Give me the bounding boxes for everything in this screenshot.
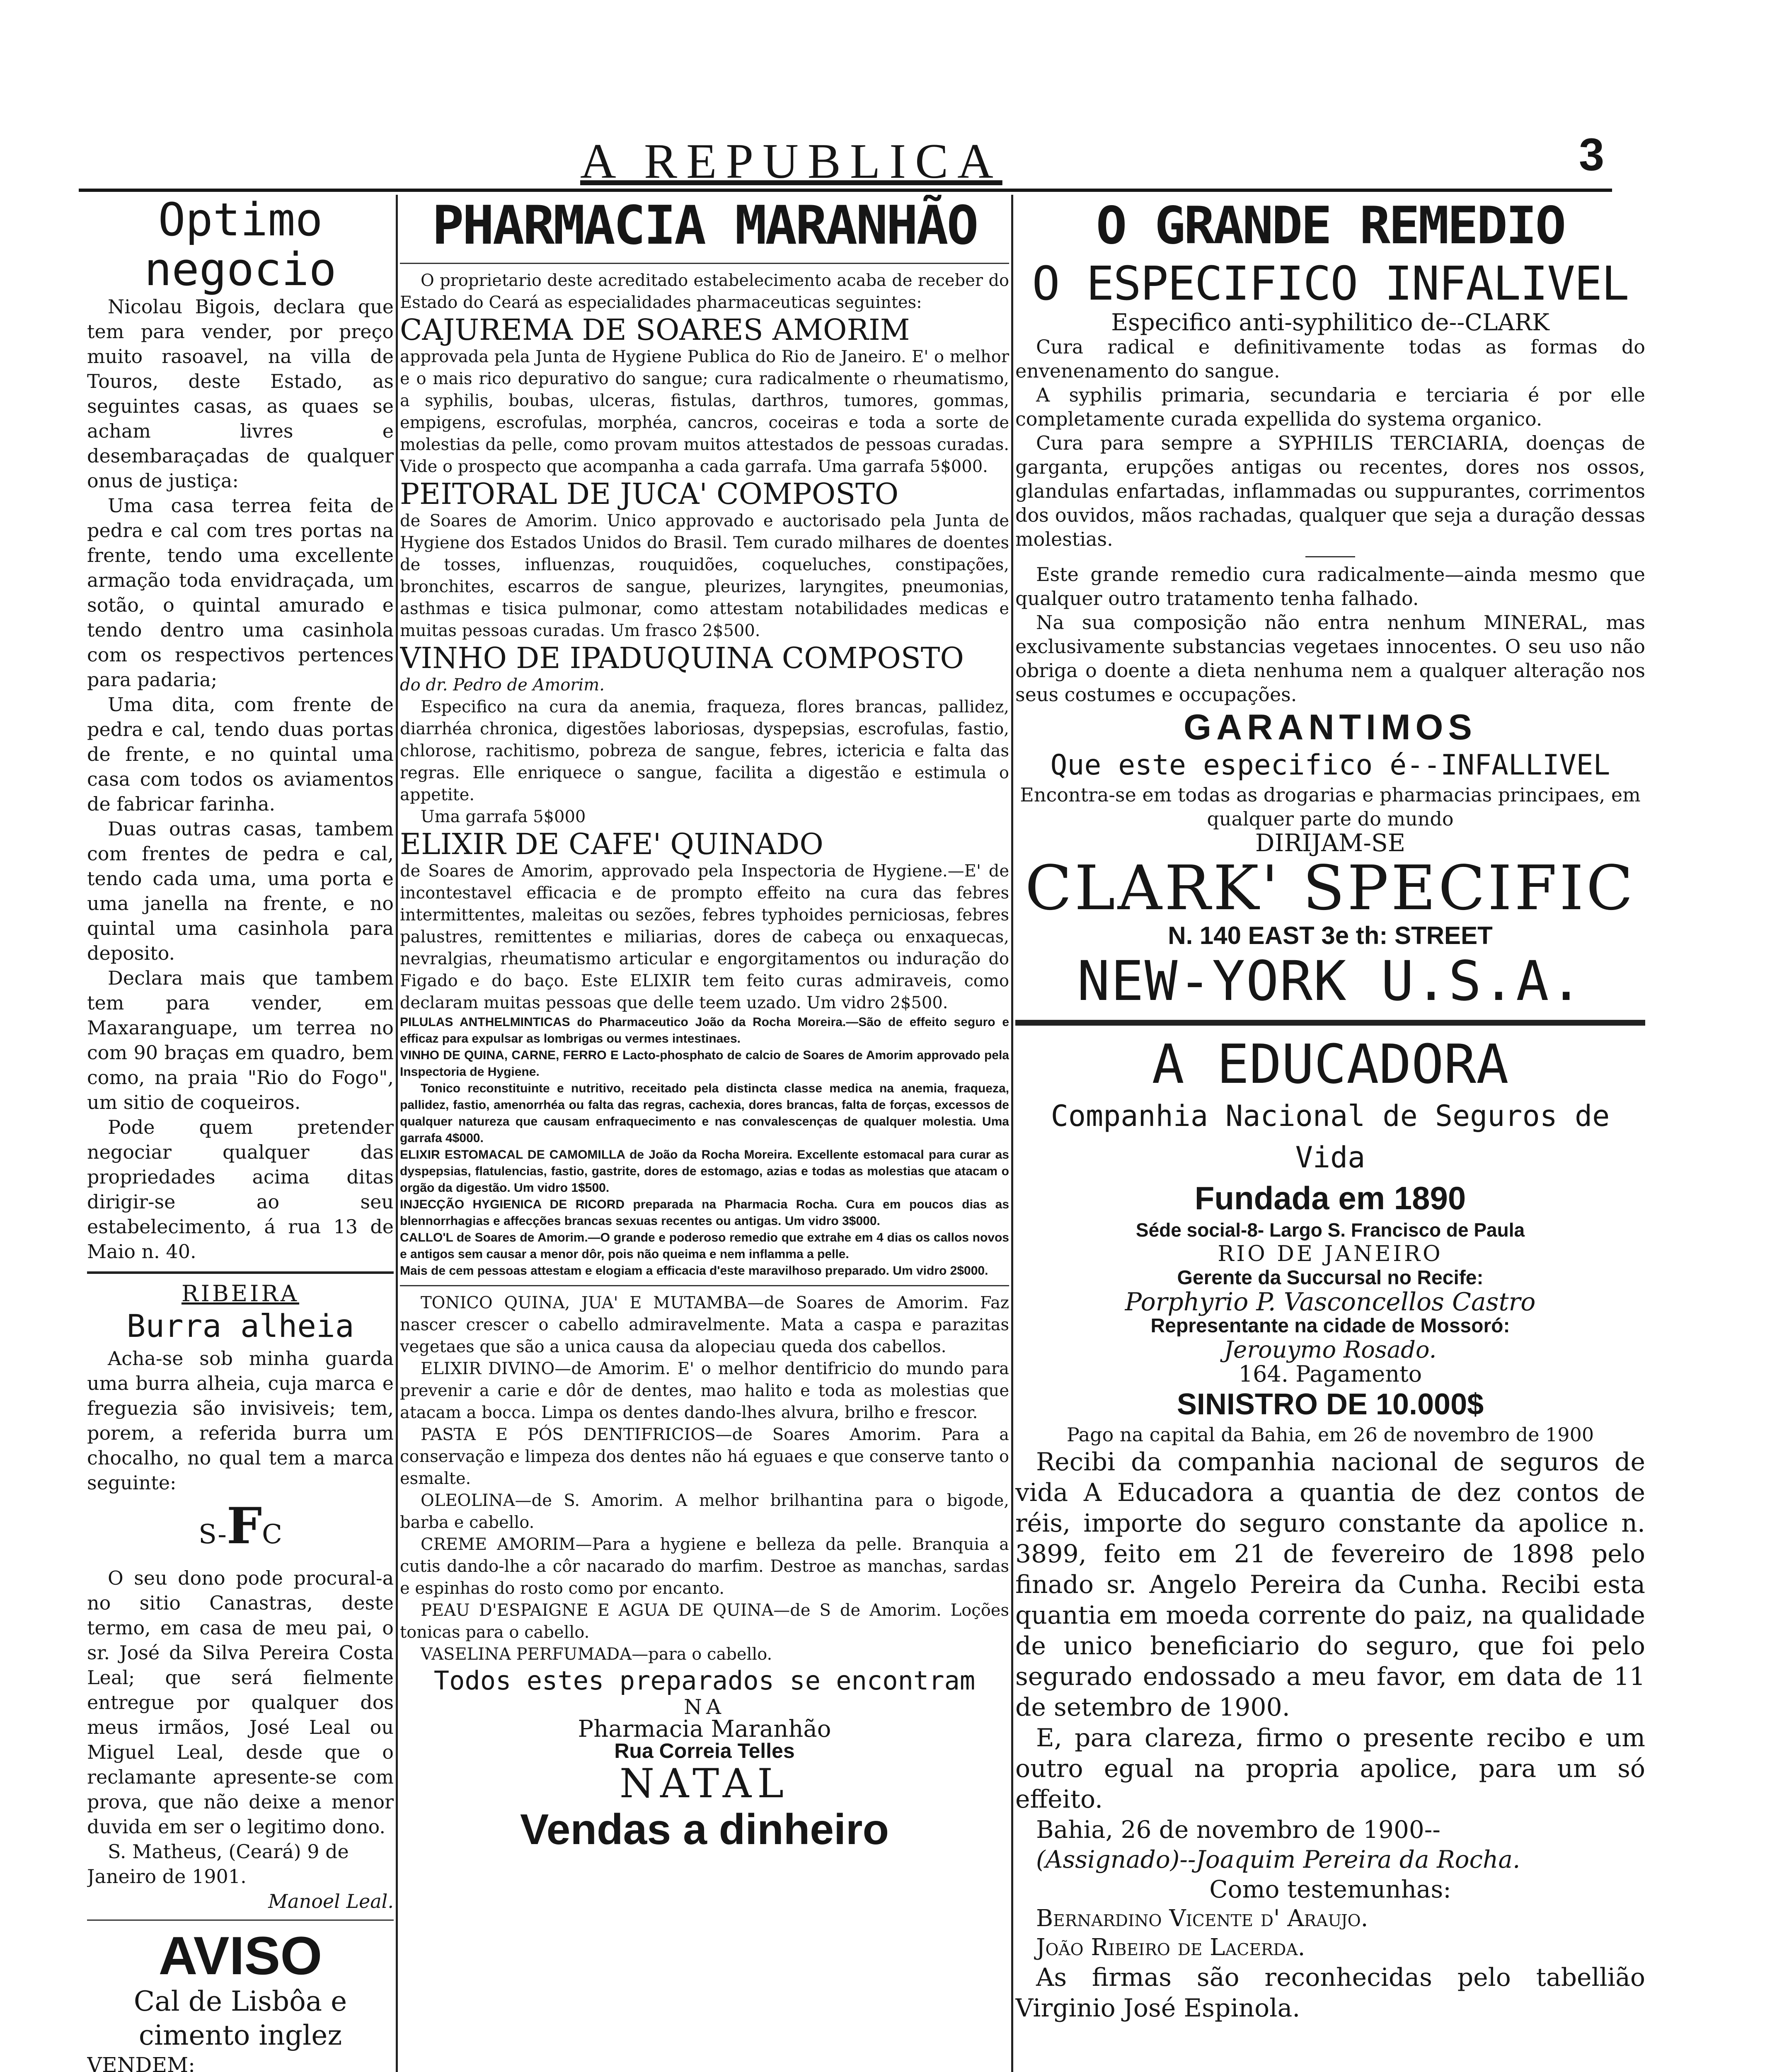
column-3	[1015, 195, 1645, 2072]
ad-city: RIO DE JANEIRO	[1218, 1242, 1443, 1266]
masthead-title: A REPUBLICA	[580, 133, 1002, 189]
product-body: VASELINA PERFUMADA—para o cabello.	[421, 1645, 772, 1664]
brand-mark-right: C	[262, 1519, 282, 1550]
divider	[87, 1920, 394, 1921]
brand-mark	[87, 1495, 394, 1566]
product-small: ELIXIR ESTOMACAL DE CAMOMILLA de João da Rocha Moreira. Excellente estomacal para curar as dyspepsias, flatulencias, fastio, gastrite, dores de estomago, azias e todas as molestias que atacam o orgão da digestão. Um vidro 1$500.	[400, 1148, 1009, 1195]
ad-body-aviso: Cal de Lisbôa e cimento inglez	[133, 1985, 347, 2051]
ad-title-aviso: AVISO	[158, 1925, 322, 1986]
divider	[400, 1285, 1009, 1286]
ad-label: Gerente da Succursal no Recife:	[1177, 1267, 1484, 1289]
ad-signed: (Assignado)--Joaquim Pereira da Rocha.	[1036, 1845, 1520, 1874]
ad-founded: Fundada em 1890	[1194, 1180, 1466, 1216]
ad-subtitle: Companhia Nacional de Seguros de Vida	[1051, 1099, 1610, 1174]
product-title: CAJUREMA DE SOARES AMORIM	[400, 313, 910, 347]
ad-title-educadora: A EDUCADORA	[1152, 1033, 1509, 1096]
ad-paragraph: Duas outras casas, tambem com frentes de pedra e cal, tendo cada uma, uma porta e uma janella na frente, e no quintal uma casinhola para deposito.	[87, 818, 394, 964]
ad-place-date: S. Matheus, (Ceará) 9 de Janeiro de 1901.	[87, 1840, 349, 1888]
product-body: OLEOLINA—de S. Amorim. A melhor brilhantina para o bigode, barba e cabello.	[400, 1491, 1009, 1532]
product-small: INJECÇÃO HYGIENICA DE RICORD preparada na Pharmacia Rocha. Cura em poucos dias as blennorrhagias e affecções brancas sexuas recentes ou antigas. Um vidro 3$000.	[400, 1198, 1009, 1228]
footer-line: NA	[684, 1695, 725, 1719]
ad-title-optimo-negocio: Optimo negocio	[144, 195, 337, 296]
ad-paragraph: Recibi da companhia nacional de seguros de vida A Educadora a quantia de dez contos de réis, importe do seguro constante da apolice n. 3899, feito em 21 de fevereiro de 1898 pelo finado sr. Angelo Pereira da Cunha. Recibi esta quantia em moeda corrente do paiz, na qualidade de unico beneficiario do seguro, que foi pelo segurado endossado a meu favor, em data de 11 de setembro de 1900.	[1015, 1447, 1645, 1722]
column-divider-2	[1011, 195, 1013, 2072]
product-body: de Soares de Amorim. Unico approvado e auctorisado pela Junta de Hygiene dos Estados Unidos do Brasil. Tem curado milhares de doentes de tosses, influenzas, rouquidões, coqueluches, constipações, bronchites, escarros de sangue, pleurizes, laryngites, pneumonias, asthmas e tisica pulmonar, como attestam notabilidades medicas e muitas pessoas curadas. Um frasco 2$500.	[400, 511, 1009, 640]
divider	[1015, 1020, 1645, 1026]
footer-line: Pharmacia Maranhão	[578, 1716, 831, 1743]
divider	[87, 1271, 394, 1274]
ad-line: Especifico anti-syphilitico de--CLARK	[1111, 309, 1549, 336]
product-small: Mais de cem pessoas attestam e elogiam a efficacia d'este maravilhoso preparado. Um vidro 2$000.	[400, 1264, 988, 1278]
ad-paragraph: Uma dita, com frente de pedra e cal, tendo duas portas de frente, e no quintal uma casa com todos os aviamentos de fabricar farinha.	[87, 693, 394, 815]
ad-name: Jerouymo Rosado.	[1224, 1336, 1437, 1363]
ad-paragraph: O proprietario deste acreditado estabelecimento acaba de receber do Estado do Ceará as especialidades pharmaceuticas seguintes:	[400, 271, 1009, 312]
ad-paragraph: E, para clareza, firmo o presente recibo e um outro egual na propria apolice, para um só effeito.	[1015, 1723, 1645, 1814]
ad-paragraph: O seu dono pode procural-a no sitio Canastras, deste termo, em casa de meu pai, o sr. José da Silva Pereira Costa Leal; que será fielmente entregue por qualquer dos meus irmãos, José Leal ou Miguel Leal, desde que o reclamante apresente-se com prova, que não deixe a menor duvida em ser o legitimo dono.	[87, 1567, 394, 1838]
ad-paragraph: Acha-se sob minha guarda uma burra alheia, cuja marca e freguezia são invisiveis; tem, porem, a referida burra um chocalho, no qual tem a marca seguinte:	[87, 1347, 394, 1494]
divider	[400, 263, 1009, 264]
ad-dirijam: DIRIJAM-SE	[1255, 829, 1406, 857]
masthead-rule	[79, 189, 1612, 192]
product-body: PEAU D'ESPAIGNE E AGUA DE QUINA—de S de Amorim. Loções tonicas para o cabello.	[400, 1601, 1009, 1642]
ad-witness: Como testemunhas:	[1209, 1875, 1451, 1903]
column-2	[400, 195, 1009, 2072]
ad-paragraph: Declara mais que tambem tem para vender, em Maxaranguape, um terrea no com 90 braças em quadro, bem como, na praia "Rio do Fogo", um sitio de coqueiros.	[87, 967, 394, 1113]
product-body: de Soares de Amorim, approvado pela Inspectoria de Hygiene.—E' de incontestavel efficacia e de prompto effeito na cura das febres intermittentes, maleitas ou sezões, febres typhoides perniciosas, febres palustres, remittentes e miliarias, dores de cabeça ou enxaquecas, nevralgias, rheumatismo articular e engorgitamentos ou induração do Figado e do baço. Este ELIXIR tem feito curas admiraveis, como declaram muitas pessoas que delle teem uzado. Um vidro 2$500.	[400, 862, 1009, 1012]
ad-paragraph: A syphilis primaria, secundaria e terciaria é por elle completamente curada expellida do systema organico.	[1015, 384, 1645, 430]
footer-line: Rua Correia Telles	[614, 1739, 795, 1762]
ad-paragraph: Na sua composição não entra nenhum MINERAL, mas exclusivamente substancias vegetaes innocentes. O seu uso não obriga o doente a dieta nenhuma nem a qualquer alteração nos seus costumes e occupações.	[1015, 611, 1645, 706]
ad-payment: 164. Pagamento	[1238, 1361, 1422, 1387]
product-price: Uma garrafa 5$000	[421, 807, 586, 826]
product-title: ELIXIR DE CAFE' QUINADO	[400, 827, 823, 861]
product-body: TONICO QUINA, JUA' E MUTAMBA—de Soares de Amorim. Faz nascer crescer o cabello admiravelmente. Mata a caspa e parazitas vegetaes que são a unica causa da alopeciau queda dos cabellos.	[400, 1293, 1009, 1356]
product-small: CALLO'L de Soares de Amorim.—O grande e poderoso remedio que extrahe em 4 dias os callos novos e antigos sem causar a menor dôr, pois não queima e nem inflamma a pelle.	[400, 1231, 1009, 1261]
ad-paragraph: As firmas são reconhecidas pelo tabellião Virginio José Espinola.	[1015, 1963, 1645, 2023]
ad-signature: Manoel Leal.	[268, 1890, 394, 1912]
section-ribeira: RIBEIRA	[181, 1280, 300, 1307]
brand-mark-left: S-	[199, 1519, 227, 1550]
ad-paragraph: Cura radical e definitivamente todas as formas do envenenamento do sangue.	[1015, 336, 1645, 382]
footer-line: Vendas a dinheiro	[520, 1806, 889, 1854]
ad-witness-name: João Ribeiro de Lacerda.	[1036, 1934, 1305, 1961]
ad-label: Representante na cidade de Mossoró:	[1150, 1315, 1510, 1337]
product-body: approvada pela Junta de Hygiene Publica do Rio de Janeiro. E' o melhor e o mais rico depurativo do sangue; cura radicalmente o rheumatismo, a syphilis, boubas, ulceras, fistulas, darthros, tumores, gommas, empigens, escrofulas, morphéa, cancros, coceiras e toda a sorte de molestias da pelle, como provam muitos attestados de pessoas curadas. Vide o prospecto que acompanha a cada garrafa. Uma garrafa 5$000.	[400, 347, 1009, 476]
product-body: CREME AMORIM—Para a hygiene e belleza da pelle. Branquia a cutis dando-lhe a côr nacarado do marfim. Destroe as manchas, sardas e espinhas do rosto como por encanto.	[400, 1535, 1009, 1598]
column-1	[87, 195, 394, 2072]
ad-clark: CLARK' SPECIFIC	[1025, 852, 1636, 924]
ad-witness-name: Bernardino Vicente d' Araujo.	[1036, 1905, 1368, 1932]
product-body: ELIXIR DIVINO—de Amorim. E' o melhor dentifricio do mundo para prevenir a carie e dôr de dentes, mao halito e toda as molestias que atacam a bocca. Limpa os dentes dando-lhes alvura, brilho e frescor.	[400, 1359, 1009, 1422]
product-body: Especifico na cura da anemia, fraqueza, flores brancas, pallidez, diarrhéa chronica, digestões laboriosas, dyspepsias, escrofulas, fastio, chlorose, rachitismo, pobreza de sangue, febres, ictericia e falta das regras. Elle enriquece o sangue, facilita a digestão e estimula o appetite.	[400, 697, 1009, 804]
ad-date: Bahia, 26 de novembro de 1900--	[1036, 1815, 1440, 1844]
brand-mark-mid: F	[226, 1497, 262, 1555]
ad-address: N. 140 EAST 3e th: STREET	[1168, 922, 1493, 949]
page-number: 3	[1579, 129, 1605, 180]
product-small: VINHO DE QUINA, CARNE, FERRO E Lacto-phosphato de calcio de Soares de Amorim approvado pela Inspectoria de Hygiene.	[400, 1048, 1009, 1079]
ad-title-pharmacia-maranhao: PHARMACIA MARANHÃO	[432, 195, 977, 257]
ad-garantimos: GARANTIMOS	[1184, 707, 1477, 747]
product-title: VINHO DE IPADUQUINA COMPOSTO	[400, 641, 964, 675]
ad-paragraph: Nicolau Bigois, declara que tem para vender, por preço muito rasoavel, na villa de Touros, deste Estado, as seguintes casas, as quaes se acham livres e desembaraçadas de qualquer onus de justiça:	[87, 295, 394, 492]
ad-title-grande-remedio: O GRANDE REMEDIO	[1096, 196, 1565, 256]
ad-name: Porphyrio P. Vasconcellos Castro	[1125, 1288, 1536, 1317]
ad-sinistro: SINISTRO DE 10.000$	[1177, 1388, 1484, 1421]
column-divider-1	[396, 195, 398, 2072]
footer-line: NATAL	[620, 1760, 789, 1807]
ad-paragraph: Encontra-se em todas as drogarias e pharmacias principaes, em qualquer parte do mundo	[1020, 784, 1641, 830]
ad-paid: Pago na capital da Bahia, em 26 de novembro de 1900	[1066, 1423, 1594, 1446]
product-small: Tonico reconstituinte e nutritivo, receitado pela distincta classe medica na anemia, fraqueza, pallidez, fastio, amenorrhéa ou falta das regras, cachexia, dores brancas, falta de forças, excessos de qualquer natureza que causam enfraquecimento e nas convalescenças de qualquer molestia. Uma garrafa 4$000.	[400, 1082, 1009, 1145]
ad-vendem: VENDEM:	[87, 2053, 195, 2072]
ad-seat: Séde social-8- Largo S. Francisco de Paula	[1135, 1219, 1525, 1241]
product-author: do dr. Pedro de Amorim.	[400, 675, 605, 695]
product-title: PEITORAL DE JUCA' COMPOSTO	[400, 477, 899, 511]
ad-paragraph: Uma casa terrea feita de pedra e cal com tres portas na frente, tendo uma excellente armação toda envidraçada, um sotão, o quintal amurado e tendo dentro uma casinhola com os respectivos pertences para padaria;	[87, 494, 394, 691]
ad-paragraph: Pode quem pretender negociar qualquer das propriedades acima ditas dirigir-se ao seu estabelecimento, á rua 13 de Maio n. 40.	[87, 1116, 394, 1263]
ad-city: NEW-YORK U.S.A.	[1077, 949, 1584, 1013]
ad-guarantee: Que este especifico é--INFALLIVEL	[1050, 749, 1610, 782]
ad-subtitle: O ESPECIFICO INFALIVEL	[1032, 257, 1629, 311]
footer-line: Todos estes preparados se encontram	[433, 1665, 976, 1696]
ad-paragraph: Cura para sempre a SYPHILIS TERCIARIA, doenças de garganta, erupções antigas ou recentes, dores nos ossos, glandulas enfartadas, inflammadas ou suppurantes, corrimentos dos ouvidos, mãos rachadas, qualquer que seja a duração dessas molestias.	[1015, 432, 1645, 550]
product-small: PILULAS ANTHELMINTICAS do Pharmaceutico João da Rocha Moreira.—São de effeito seguro e efficaz para expulsar as lombrigas ou vermes intestinaes.	[400, 1015, 1009, 1046]
product-body: PASTA E PÓS DENTIFRICIOS—de Soares Amorim. Para a conservação e limpeza dos dentes não há eguaes e que conserve tanto o esmalte.	[400, 1425, 1009, 1488]
ad-paragraph: Este grande remedio cura radicalmente—ainda mesmo que qualquer outro tratamento tenha falhado.	[1015, 563, 1645, 610]
divider	[1305, 556, 1355, 557]
ad-title-burra-alheia: Burra alheia	[126, 1307, 354, 1344]
